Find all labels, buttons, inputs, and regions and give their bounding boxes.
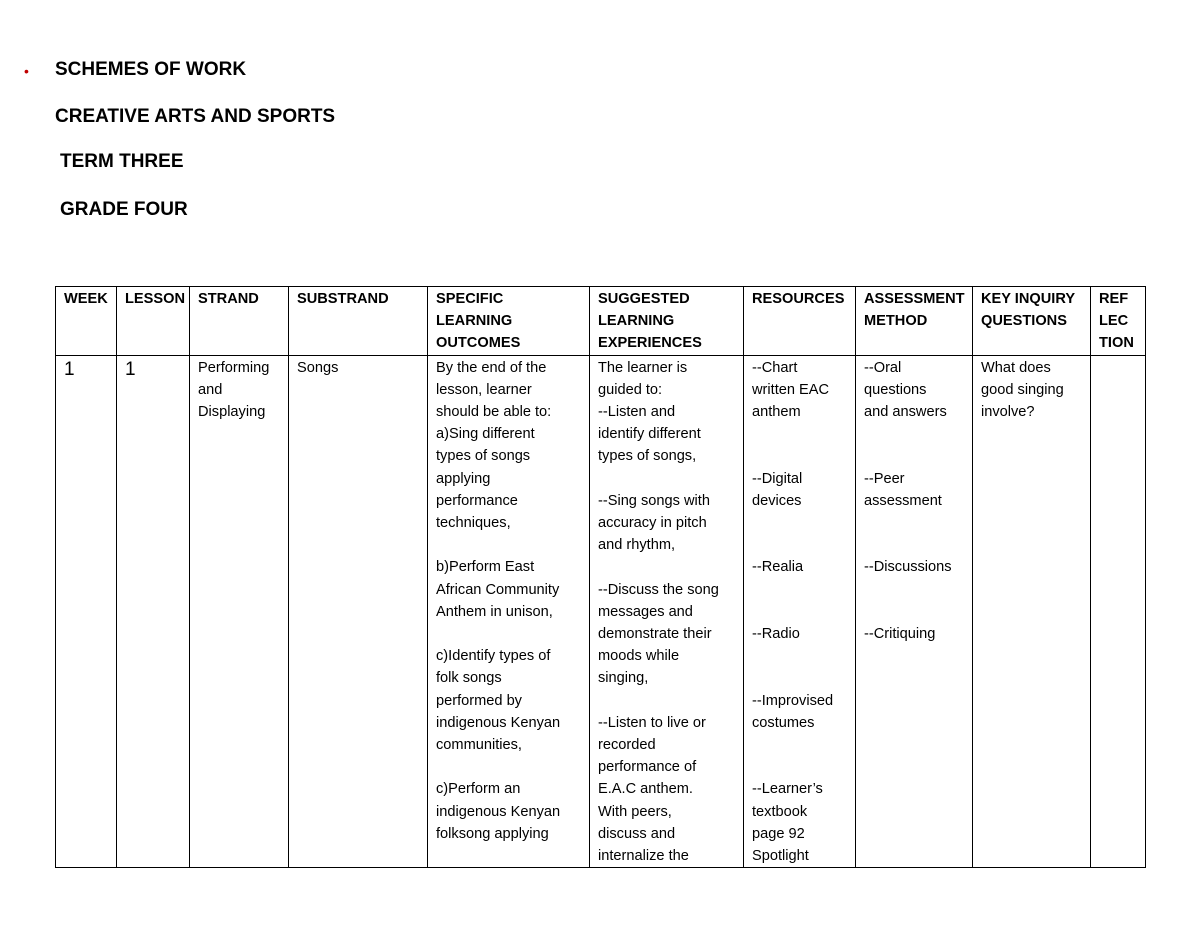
cell-strand bbox=[190, 355, 289, 868]
cell-line: lesson, learner bbox=[436, 381, 532, 398]
cell-line: recorded bbox=[598, 737, 656, 754]
header-assessment bbox=[856, 287, 973, 356]
cell-line bbox=[752, 667, 853, 689]
cell-line bbox=[598, 468, 741, 490]
cell-experiences bbox=[590, 355, 744, 868]
cell-line: E.A.C anthem. bbox=[598, 781, 693, 798]
cell-line: assessment bbox=[864, 492, 942, 509]
cell-resources bbox=[744, 355, 856, 868]
header-experiences bbox=[590, 287, 744, 356]
term-heading: TERM THREE bbox=[60, 151, 184, 172]
cell-line: good singing bbox=[981, 381, 1064, 398]
cell-line: devices bbox=[752, 492, 802, 509]
cell-line bbox=[752, 756, 853, 778]
cell-line: indigenous Kenyan bbox=[436, 714, 561, 731]
cell-line: folksong applying bbox=[436, 825, 549, 842]
cell-line bbox=[436, 756, 587, 778]
cell-line: Displaying bbox=[198, 404, 266, 421]
cell-line: --Listen and bbox=[598, 404, 676, 421]
header-assessment-line: METHOD bbox=[864, 313, 928, 330]
cell-line bbox=[752, 734, 853, 756]
cell-assessment bbox=[856, 355, 973, 868]
cell-line bbox=[752, 512, 853, 534]
cell-line: --Digital bbox=[752, 470, 803, 487]
header-inquiry bbox=[973, 287, 1091, 356]
header-outcomes-line: OUTCOMES bbox=[436, 335, 521, 352]
cell-inquiry bbox=[973, 355, 1091, 868]
cell-line: --Sing songs with bbox=[598, 492, 710, 509]
header-outcomes-line: SPECIFIC bbox=[436, 291, 504, 307]
cell-line: a)Sing different bbox=[436, 426, 535, 443]
cell-line: --Learner’s bbox=[752, 781, 823, 798]
cell-line: b)Perform East bbox=[436, 559, 535, 576]
cell-line: Spotlight bbox=[752, 847, 809, 864]
cell-line: accuracy in pitch bbox=[598, 515, 707, 532]
cell-line: folk songs bbox=[436, 670, 502, 687]
cell-line: --Improvised bbox=[752, 692, 834, 709]
cell-line bbox=[864, 423, 970, 445]
cell-line: --Discuss the song bbox=[598, 581, 719, 598]
cell-line: Performing bbox=[198, 359, 270, 376]
cell-line: moods while bbox=[598, 648, 680, 665]
header-experiences-line: LEARNING bbox=[598, 313, 675, 330]
cell-line bbox=[864, 579, 970, 601]
cell-line bbox=[598, 556, 741, 578]
cell-week: 1 bbox=[56, 355, 117, 868]
cell-line: The learner is bbox=[598, 359, 688, 376]
cell-line: types of songs bbox=[436, 448, 531, 465]
header-reflection-line: TION bbox=[1099, 335, 1134, 352]
cell-line: messages and bbox=[598, 603, 693, 620]
cell-line: written EAC bbox=[752, 381, 830, 398]
header-resources: RESOURCES bbox=[744, 287, 856, 356]
cell-line: and bbox=[198, 381, 223, 398]
cell-line: performance bbox=[436, 492, 518, 509]
cell-line bbox=[598, 690, 741, 712]
cell-line bbox=[752, 579, 853, 601]
cell-line bbox=[752, 423, 853, 445]
cell-line: Anthem in unison, bbox=[436, 603, 553, 620]
cell-line: --Realia bbox=[752, 559, 804, 576]
cell-line: page 92 bbox=[752, 825, 805, 842]
cell-line: questions bbox=[864, 381, 927, 398]
cell-line: --Radio bbox=[752, 625, 800, 642]
cell-line: communities, bbox=[436, 737, 522, 754]
table-header-row bbox=[56, 287, 1146, 356]
cell-line: applying bbox=[436, 470, 491, 487]
schemes-table bbox=[55, 286, 1146, 868]
cell-line bbox=[864, 534, 970, 556]
header-outcomes bbox=[428, 287, 590, 356]
cell-line: What does bbox=[981, 359, 1051, 376]
cell-line: --Critiquing bbox=[864, 625, 936, 642]
cell-line: demonstrate their bbox=[598, 626, 712, 643]
cell-reflection bbox=[1091, 355, 1146, 868]
cell-line: should be able to: bbox=[436, 404, 552, 421]
cell-line: c)Identify types of bbox=[436, 648, 551, 665]
header-experiences-line: EXPERIENCES bbox=[598, 335, 702, 352]
header-reflection bbox=[1091, 287, 1146, 356]
cell-outcomes bbox=[428, 355, 590, 868]
cell-line: and rhythm, bbox=[598, 537, 676, 554]
cell-line: involve? bbox=[981, 404, 1035, 421]
header-lesson: LESSON bbox=[117, 287, 190, 356]
cell-line: discuss and bbox=[598, 825, 676, 842]
cell-line bbox=[864, 512, 970, 534]
header-experiences-line: SUGGESTED bbox=[598, 291, 690, 307]
cell-substrand: Songs bbox=[289, 355, 428, 868]
grade-heading: GRADE FOUR bbox=[60, 199, 188, 220]
cell-line: --Chart bbox=[752, 359, 798, 376]
header-reflection-line: LEC bbox=[1099, 313, 1129, 330]
header-inquiry-line: KEY INQUIRY bbox=[981, 291, 1076, 307]
cell-line bbox=[752, 534, 853, 556]
cell-line bbox=[864, 601, 970, 623]
cell-line: textbook bbox=[752, 803, 808, 820]
cell-line: African Community bbox=[436, 581, 560, 598]
cell-lesson: 1 bbox=[117, 355, 190, 868]
cell-line: By the end of the bbox=[436, 359, 547, 376]
cell-line: guided to: bbox=[598, 381, 663, 398]
subject-heading: CREATIVE ARTS AND SPORTS bbox=[55, 106, 336, 127]
document-title: SCHEMES OF WORK bbox=[55, 59, 247, 80]
cell-line bbox=[436, 623, 587, 645]
cell-line: c)Perform an bbox=[436, 781, 521, 798]
header-strand: STRAND bbox=[190, 287, 289, 356]
cell-line: anthem bbox=[752, 404, 801, 421]
cell-line: singing, bbox=[598, 670, 649, 687]
header-week: WEEK bbox=[56, 287, 117, 356]
cell-line bbox=[752, 601, 853, 623]
cell-line: --Oral bbox=[864, 359, 902, 376]
cell-line: --Discussions bbox=[864, 559, 952, 576]
cell-line: and answers bbox=[864, 404, 947, 421]
cell-line: indigenous Kenyan bbox=[436, 803, 561, 820]
cell-line: With peers, bbox=[598, 803, 672, 820]
header-outcomes-line: LEARNING bbox=[436, 313, 513, 330]
cell-line bbox=[864, 445, 970, 467]
cell-line: techniques, bbox=[436, 515, 511, 532]
cell-line bbox=[752, 445, 853, 467]
cell-line: --Listen to live or bbox=[598, 714, 706, 731]
table-row bbox=[56, 355, 1146, 868]
cell-line: types of songs, bbox=[598, 448, 697, 465]
header-assessment-line: ASSESSMENT bbox=[864, 291, 965, 307]
cell-line: --Peer bbox=[864, 470, 905, 487]
cell-line: performed by bbox=[436, 692, 522, 709]
header-inquiry-line: QUESTIONS bbox=[981, 313, 1067, 330]
header-substrand: SUBSTRAND bbox=[289, 287, 428, 356]
cell-line bbox=[752, 645, 853, 667]
bullet-marker: • bbox=[24, 63, 29, 79]
cell-line: costumes bbox=[752, 714, 815, 731]
cell-line bbox=[436, 534, 587, 556]
header-reflection-line: REF bbox=[1099, 291, 1129, 307]
cell-line: performance of bbox=[598, 759, 697, 776]
cell-line: identify different bbox=[598, 426, 701, 443]
cell-line: internalize the bbox=[598, 848, 689, 865]
